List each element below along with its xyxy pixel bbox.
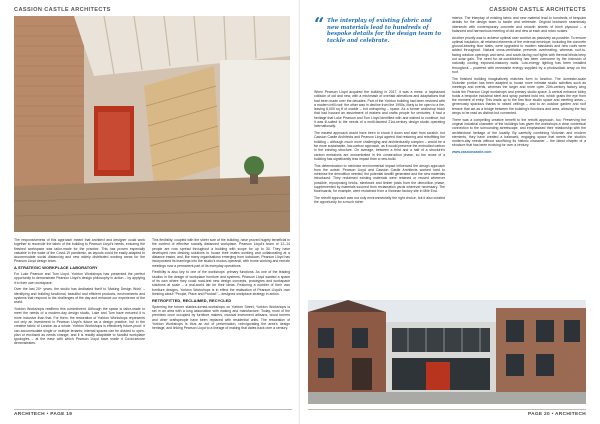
- left-column-1: [14, 238, 145, 404]
- interior-photo-illustration: [14, 16, 290, 232]
- paragraph: Flexibility is also key to one of the workshops' primary functions. As one of the leading studios in the design of workplace furniture and systems, Pearson Lloyd wanted a space of its own where they could road-test new design concepts, prototypes and workspace solutions at scale – a real-world lab for their ideas. Featuring a number of their own furniture designs, Yorkton Workshops is in effect the realisation of Pearson Lloyd's own thinking about "People, Place and Product" – designed workplace strategy in action.: [152, 270, 290, 296]
- quote-mark-icon: “: [314, 14, 325, 35]
- left-column-2: [152, 238, 290, 404]
- paragraph: The easiest approach would have been to knock it down and start from scratch, but Cassion Castle Architects and Pearson Lloyd agreed that restoring and retrofitting the building – although much more challenging and architecturally complex – would be a far more sustainable, low-carbon approach, as it would preserve the embodied carbon in the existing structure. On average, between a third and a half of a structure's carbon emissions are concentrated in the construction phase, so the reuse of a building has significantly less impact than a new-build.: [314, 131, 445, 161]
- paragraph: interior. The interplay of existing fabric and new material lead to hundreds of bespoke details for the design team to tackle and celebrate. Original brickwork seamlessly intersects with contemporary concrete and smooth sheets of birch plywood – a balanced and harmonious meeting of old and new at each and micro scales.: [452, 16, 586, 33]
- paragraph: This determination to minimise environmental impact influenced the design approach from the outset. Pearson Lloyd and Cassion Castle Architects worked hard to minimise the demolition needed, the potential landfill generated and the new materials introduced. They reclaimed existing materials were retained or reused wherever possible, repurposing bricks, steelwork and timber joists from the demolition phase, supplemented by materials sourced from reclamation yards wherever necessary. The floorboards, for example, were reclaimed from a Victorian factory site in Mile End.: [314, 163, 445, 194]
- website-link[interactable]: www.cassioncastle.com: [452, 150, 492, 155]
- paragraph: When Pearson Lloyd acquired the building in 2017, it was a mess: a haphazard collision of old and new, with a mishmash of overlaid alterations and adaptations that had been made over the decades. Part of the Yorkton building had been restored with a modern infill roof; the other was in decline from the 1990s, likely to be open to a fire, leaving 6,000 sq ft of usable – but uninspiring – space. As a former workshop block that had housed an assortment of makers and crafts people for centuries, it had a heritage that Luke Pearson and Tom Lloyd identified with and wished to continue, but it was ill-suited to the needs of a multi-faceted 21st-century design studio operating internationally.: [314, 90, 445, 129]
- right-column-1: [314, 90, 445, 300]
- paragraph: Yorkton Workshops reaffirms this commitment. Although the space is tailor-made to meet the needs of a modern-day design studio, Luke and Tom have ensured it is more inclusive than that. For them, the restoration of Yorkton Workshops represents not only an investment in Pearson Lloyd's future as a design practice, but in the creative fabric of London as a whole. Yorkton Workshops is effectively future-proof: it can accommodate single or multiple tenants; internal spaces can be divided to open-plan or enclosed as needs change, and it is readily adaptable to handful workplace typologies – at the ease with which Pearson Lloyd have made it Covid-secure demonstrates.: [14, 307, 145, 346]
- paragraph: The responsiveness of this approach meant that architect and designer could work together to reconcile the fabric of the building to Pearson Lloyd's needs, ensuring the finished workspace was tailor-made for the practice. This has proven especially valuable in the wake of the Covid-19 pandemic, as layouts could be easily adapted to accommodate social distancing and new widely distributed working areas for the Pearson Lloyd design team.: [14, 238, 145, 264]
- paragraph: The retrofit approach was not only environmentally the right choice, but it also created the opportunity for a much richer: [314, 196, 445, 205]
- footer-left: ARCHITECH • PAGE 19: [14, 412, 73, 417]
- pull-quote: [314, 16, 445, 88]
- right-column-2: [452, 16, 586, 300]
- exterior-photo-illustration: [308, 300, 586, 404]
- interior-photo: [14, 16, 290, 232]
- section-heading: A STRATEGIC WORKPLACE LABORATORY: [14, 265, 98, 271]
- exterior-photo: [308, 300, 586, 404]
- brand-header-right: CASSION CASTLE ARCHITECTS: [489, 7, 586, 13]
- footer-rule-left: [14, 409, 292, 410]
- paragraph: There was a compelling creative benefit to the retrofit approach, too. Preserving the original industrial character of the buildings has given the workshops a clear contextual connection to the surrounding streetscape, and emphasised their relationship with the architectural heritage of the locality. By carefully combining Victorian and modern elements, they have created a balanced, engaging space that meets the studio's modern-day needs without sacrificing its historic character – the latest chapter of a structure that has been evolving for over a century.: [452, 117, 586, 148]
- paragraph: Another priority was to achieve optimal user comfort as passively as possible. To ensure optimal insulation, all retained elements of the external envelope, including the concrete ground-bearing floor slabs, were upgraded to modern standards and new roofs were added throughout. Natural cross-ventilation prevents overheating, whereas roof-to-facing window openings and west- and south-facing roof lights with thermal blinds keep out solar gain. The need for air-conditioning has been overcome by the inclusion of naturally cooling exposed-masonry walls. Low-energy lighting has been installed throughout – powered with renewable energy supplied by a photovoltaic array on the roof.: [452, 35, 586, 74]
- footer-rule-right: [308, 409, 586, 410]
- section-heading: RETROFITTED, RECLAIMED, RECYCLED: [152, 297, 232, 303]
- brand-header-left: CASSION CASTLE ARCHITECTS: [14, 7, 111, 13]
- right-page: [300, 0, 600, 424]
- paragraph: Over the last 20+ years, the studio has dedicated itself to 'Making Design Work' – identifying and building functional, beautiful and efficient products, environments and systems that respond to the challenges of the day and enhance our experience of the world.: [14, 287, 145, 305]
- paragraph: The finished building imaginatively matches form to function. The domestic-scale Victorian portion has been adapted to house more intimate studio activities such as meetings and events, whereas the larger and more open 20th-century factory wing holds the Pearson Lloyd workshops and primary studio space. A central entrance lobby holds a bespoke industrial steel and spray painted bold red, which grabs the eye from the moment of entry. This leads up to the first floor studio space and meeting areas – generously spacious thanks to raised ceilings – and to an outdoor garden and roof terrace that act as a bridge between the building's functions and area, allowing the two wings to be read as distinct but connected.: [452, 76, 586, 116]
- footer-right: PAGE 20 • ARCHITECH: [527, 412, 586, 417]
- paragraph: This flexibility, coupled with the sheer size of the building, have proved hugely beneficial in the context of effective socially distanced workplace. Pearson Lloyd's team of 12–14 people are now spread throughout a building with scope for up to 30. They have developed new desking solutions to house their mates working and collaborating at a distance easier, and, like many organisations emerging from lockdown, Pearson Lloyd has incorporated its learnings into the studio's modus operandi, with home working and remote meetings now a permanent part of its everyday operations.: [152, 238, 290, 268]
- paragraph: Spanning the former stables-turned-workshops on Yorkton Street, Yorkton Workshops is set in an area with a long association with making and manufacture. Today, most of the premises once occupied by furniture makers, musical instrument artisans, wood turners and other craftspeople have been replaced with residential units. The restoration of Yorkton Workshops is thus an act of preservation, reinvigorating the area's design heritage, and linking Pearson Lloyd to a lineage of making that dates back over a century.: [152, 304, 290, 331]
- paragraph: For Luke Pearson and Tom Lloyd, Yorkton Workshops has presented the perfect opportunity to demonstrate Pearson Lloyd's design philosophy in action – by applying it to their own workspace.: [14, 272, 145, 285]
- pull-quote-text: The interplay of existing fabric and new materials lead to hundreds of bespoke details for the design team to tackle and celebrate.: [327, 18, 442, 44]
